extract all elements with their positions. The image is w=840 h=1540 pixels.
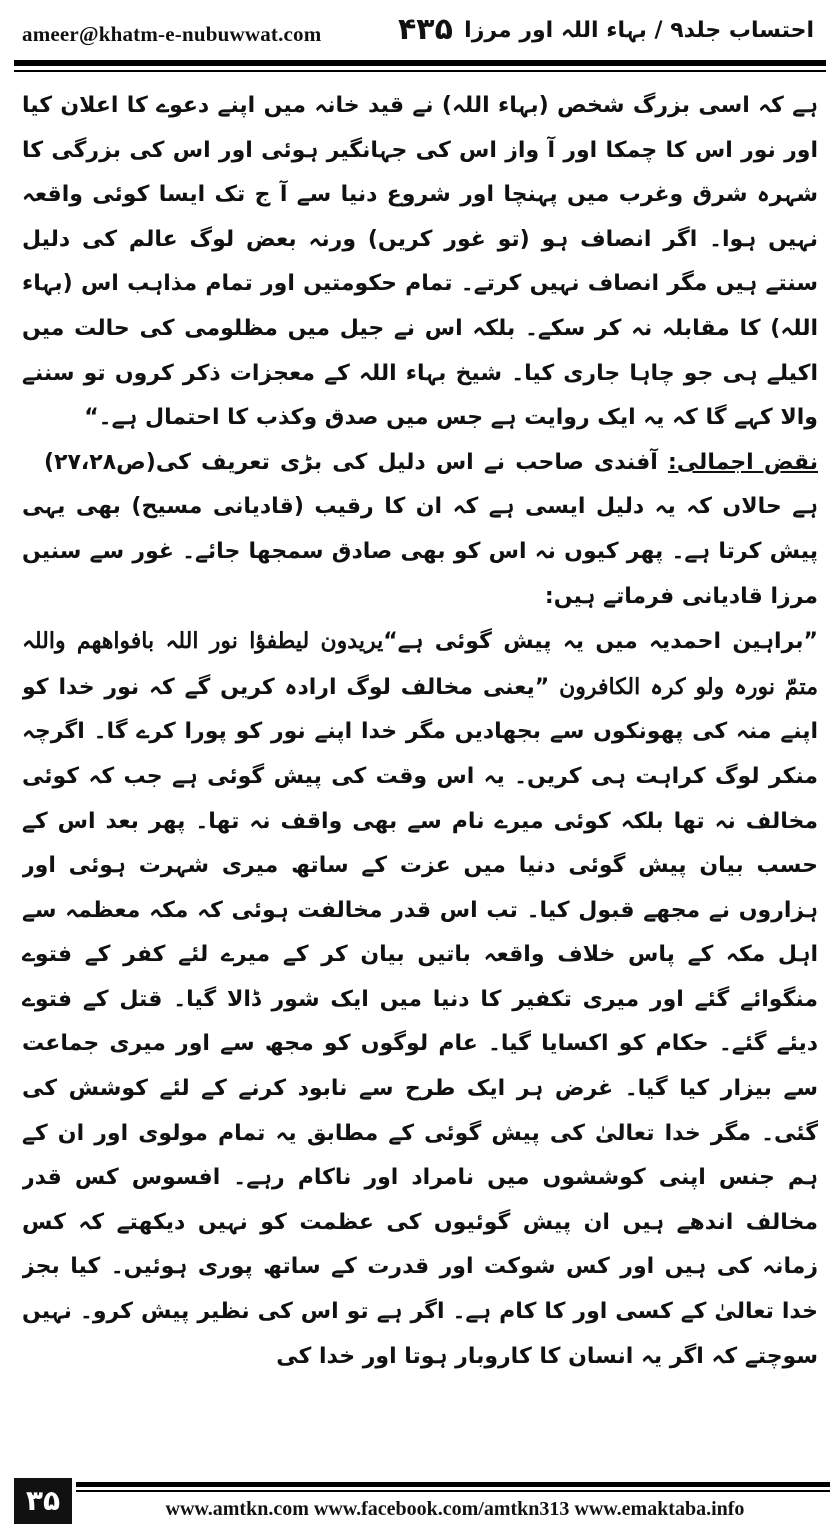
paragraph-3-intro: ”براہین احمدیہ میں یہ پیش گوئی ہے“ bbox=[383, 629, 818, 655]
header-rule-thin bbox=[14, 70, 826, 72]
header-rule-thick bbox=[14, 60, 826, 66]
paragraph-mirza-quote bbox=[22, 619, 818, 1379]
paragraph-2-text: آفندی صاحب نے اس دلیل کی بڑی تعریف کی ہے حالاں کہ یہ دلیل ایسی ہے کہ ان کا رقیب (قادیانی مسیح) بھی یہی پیش کرتا ہے۔ پھر کیوں نہ اس کو بھی صادق سمجھا جائے۔ غور سے سنیں مرزا قادیانی فرماتے ہیں: bbox=[22, 449, 818, 609]
body-text bbox=[22, 84, 818, 1464]
header-title: احتساب جلد۹ / بہاء اللہ اور مرزا bbox=[464, 18, 814, 43]
paragraph-3-text: ”یعنی مخالف لوگ ارادہ کریں گے کہ نور خدا کو اپنے منہ کی پھونکوں سے بجھادیں مگر خدا اپنے نور کو پورا کرے گا۔ اگرچہ منکر لوگ کراہت ہی کریں۔ یہ اس وقت کی پیش گوئی ہے جب کہ کوئی مخالف نہ تھا بلکہ کوئی میرے نام سے بھی واقف نہ تھا۔ پھر بعد اس کے حسب بیان پیش گوئی دنیا میں عزت کے ساتھ میری شہرت ہوئی اور ہزاروں نے مجھے قبول کیا۔ تب اس قدر مخالفت ہوئی کہ مکہ معظمہ سے اہل مکہ کے پاس خلاف واقعہ باتیں بیان کر کے میرے لئے کفر کے فتوے منگوائے گئے اور میری تکفیر کا دنیا میں ایک شور ڈالا گیا۔ قتل کے فتوے دیئے گئے۔ حکام کو اکسایا گیا۔ عام لوگوں کو مجھ سے اور میری جماعت سے بیزار کیا گیا۔ غرض ہر ایک طرح سے نابود کرنے کے لئے کوشش کی گئی۔ مگر خدا تعالیٰ کی پیش گوئی کے مطابق یہ تمام مولوی اور ان کے ہم جنس اپنی کوششوں میں نامراد اور ناکام رہے۔ افسوس کس قدر مخالف اندھے ہیں ان پیش گوئیوں کی عظمت کو نہیں دیکھتے کہ کس زمانہ کی ہیں اور کس شوکت اور قدرت کے ساتھ پوری ہوئیں۔ کیا بجز خدا تعالیٰ کے کسی اور کا کام ہے۔ اگر ہے تو اس کی نظیر پیش کرو۔ نہیں سوچتے کہ اگر یہ انسان کا کاروبار ہوتا اور خدا کی bbox=[22, 674, 818, 1369]
naqz-heading: نقض اجمالی: bbox=[668, 449, 818, 475]
page-header bbox=[14, 6, 826, 68]
footer-rule-thick bbox=[76, 1482, 830, 1487]
footer-rule-thin bbox=[76, 1490, 830, 1492]
citation: (ص۲۷،۲۸) bbox=[44, 449, 156, 475]
footer-page-number: ۳۵ bbox=[14, 1478, 72, 1524]
footer-links: www.amtkn.com www.facebook.com/amtkn313 www.emaktaba.info bbox=[165, 1498, 745, 1520]
page-footer bbox=[10, 1478, 830, 1534]
arabic-verse: یریدون لیطفؤا نور اللہ بافواھھم واللہ متمّ نورہ ولو کرہ الکافرون bbox=[22, 628, 818, 700]
header-email: ameer@khatm-e-nubuwwat.com bbox=[22, 22, 322, 46]
header-page-number: ۴۳۵ bbox=[398, 12, 453, 47]
paragraph-1-text: ہے کہ اسی بزرگ شخص (بہاء اللہ) نے قید خانہ میں اپنے دعوے کا اعلان کیا اور نور اس کا چمکا اور آ واز اس کی جہانگیر ہوئی اور اس کی بزرگی کا شہرہ شرق وغرب میں پہنچا اور شروع دنیا سے آ ج تک ایسا کوئی واقعہ نہیں ہوا۔ اگر انصاف ہو (تو غور کریں) ورنہ بعض لوگ عالم کی دلیل سنتے ہیں مگر انصاف نہیں کرتے۔ تمام حکومتیں اور تمام مذاہب اس (بہاء اللہ) کا مقابلہ نہ کر سکے۔ بلکہ اس نے جیل میں مظلومی کی حالت میں اکیلے ہی جو چاہا جاری کیا۔ شیخ بہاء اللہ کے معجزات ذکر کروں تو سننے والا کہے گا کہ یہ ایک روایت ہے جس میں صدق وکذب کا احتمال ہے۔“ bbox=[22, 93, 818, 431]
